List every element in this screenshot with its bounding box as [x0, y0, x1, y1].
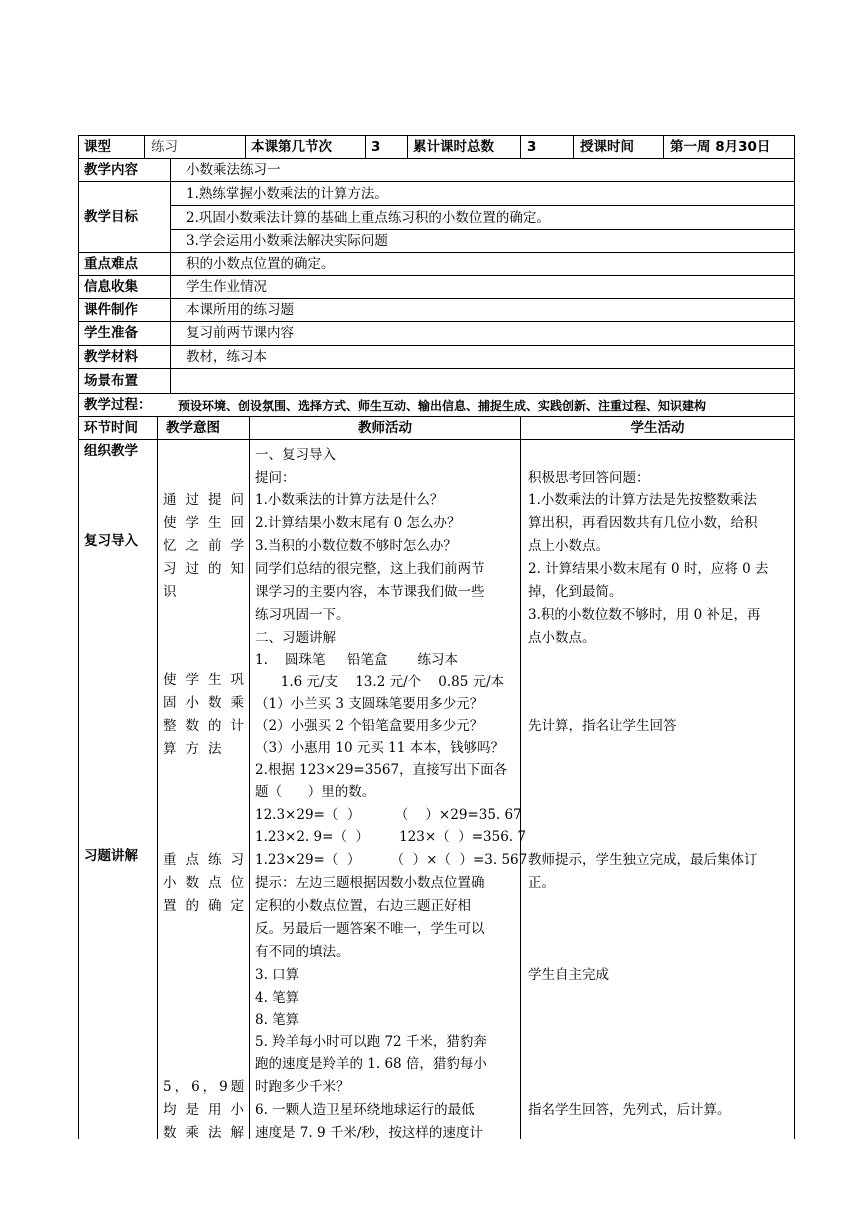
col-student-activity: 学生活动 — [630, 420, 685, 436]
key-points-label: 重点难点 — [84, 256, 138, 272]
teacher-line: 1.23×29=（ ） （ ）×（ ）=3. 567 — [255, 852, 528, 868]
teacher-line: 1.6 元/支 13.2 元/个 0.85 元/本 — [255, 674, 505, 690]
teacher-line: 1.小数乘法的计算方法是什么？ — [255, 492, 444, 508]
teacher-line: 速度是 7. 9 千米/秒，按这样的速度计 — [255, 1125, 483, 1141]
material-label: 教学材料 — [84, 349, 138, 365]
material-value: 教材，练习本 — [186, 349, 267, 365]
teacher-line: 一、复习导入 — [255, 447, 336, 463]
total-hours-label: 累计课时总数 — [413, 139, 494, 155]
teacher-line: 反。另最后一题答案不唯一，学生可以 — [255, 921, 485, 937]
intent-line: 5，6，9题 — [163, 1079, 248, 1095]
content-label: 教学内容 — [84, 162, 138, 178]
scene-label: 场景布置 — [84, 373, 138, 389]
intent-line: 均是用小 — [163, 1102, 253, 1118]
teacher-line: 6. 一颗人造卫星环绕地球运行的最低 — [255, 1102, 475, 1118]
teacher-line: 二、习题讲解 — [255, 630, 336, 646]
col-stage-time: 环节时间 — [84, 420, 138, 436]
lesson-type-label: 课型 — [84, 139, 111, 155]
intent-line: 算方法 — [163, 741, 231, 757]
student-line: 积极思考回答问题： — [528, 470, 650, 486]
teacher-line: （1）小兰买 3 支圆珠笔要用多少元？ — [255, 696, 484, 712]
lesson-number-label: 本课第几节次 — [251, 139, 332, 155]
intent-line: 重点练习 — [163, 852, 253, 868]
col-teacher-activity: 教师活动 — [358, 420, 412, 436]
teacher-line: 12.3×29=（ ） （ ）×29=35. 67 — [255, 807, 522, 823]
key-points-value: 积的小数点位置的确定。 — [186, 256, 335, 272]
col-intent: 教学意图 — [166, 420, 220, 436]
process-label: 教学过程： — [84, 397, 152, 413]
courseware-label: 课件制作 — [84, 302, 138, 318]
teacher-line: 1. 圆珠笔 铅笔盒 练习本 — [255, 652, 459, 668]
student-line: 正。 — [528, 875, 555, 891]
teacher-line: 3. 口算 — [255, 967, 300, 983]
student-line: 2. 计算结果小数末尾有 0 时，应将 0 去 — [528, 561, 769, 577]
total-hours-value: 3 — [527, 139, 537, 155]
lesson-number-value: 3 — [371, 139, 381, 155]
lesson-type-value: 练习 — [151, 139, 178, 155]
teaching-time-label: 授课时间 — [580, 139, 634, 155]
content-value: 小数乘法练习一 — [186, 162, 281, 178]
teacher-line: 跑的速度是羚羊的 1. 68 倍，猎豹每小 — [255, 1056, 487, 1072]
teacher-line: （3）小惠用 10 元买 11 本本，钱够吗？ — [255, 740, 505, 756]
goal-label: 教学目标 — [84, 209, 138, 225]
teacher-line: 提问： — [255, 470, 296, 486]
goal-item: 3.学会运用小数乘法解决实际问题 — [186, 233, 388, 249]
teacher-line: 题（ ）里的数。 — [255, 784, 376, 800]
teacher-line: 定积的小数点位置，右边三题正好相 — [255, 898, 471, 914]
teacher-line: 8. 笔算 — [255, 1012, 300, 1028]
teacher-line: 有不同的填法。 — [255, 944, 350, 960]
intent-line: 小数点位 — [163, 875, 253, 891]
intent-line: 数乘法解 — [163, 1125, 253, 1141]
teacher-line: 课学习的主要内容，本节课我们做一些 — [255, 584, 485, 600]
stage-organize: 组织教学 — [84, 443, 138, 459]
student-line: 指名学生回答，先列式，后计算。 — [528, 1102, 731, 1118]
teacher-line: 2.根据 123×29=3567，直接写出下面各 — [255, 762, 508, 778]
student-line: 先计算，指名让学生回答 — [528, 718, 677, 734]
teacher-line: 同学们总结的很完整，这上我们前两节 — [255, 561, 485, 577]
student-prep-label: 学生准备 — [84, 325, 138, 341]
intent-line: 使学生巩 — [163, 672, 253, 688]
intent-line: 置的确定 — [163, 898, 253, 914]
student-line: 掉，化到最简。 — [528, 584, 623, 600]
intent-line: 通过提问 — [163, 492, 253, 508]
teacher-line: 4. 笔算 — [255, 990, 300, 1006]
intent-line: 整数的计 — [163, 718, 253, 734]
intent-line: 固小数乘 — [163, 695, 253, 711]
student-line: 点上小数点。 — [528, 538, 609, 554]
teacher-line: 3.当积的小数位数不够时怎么办？ — [255, 538, 457, 554]
courseware-value: 本课所用的练习题 — [186, 302, 294, 318]
teacher-line: （2）小强买 2 个铅笔盒要用多少元？ — [255, 718, 484, 734]
goal-item: 1.熟练掌握小数乘法的计算方法。 — [186, 186, 388, 202]
teacher-line: 1.23×2. 9=（ ） 123×（ ）=356. 7 — [255, 829, 526, 845]
info-collection-value: 学生作业情况 — [186, 279, 267, 295]
teacher-line: 练习巩固一下。 — [255, 607, 350, 623]
stage-review: 复习导入 — [84, 533, 138, 549]
intent-line: 使学生回 — [163, 515, 253, 531]
student-line: 学生自主完成 — [528, 967, 609, 983]
intent-line: 习过的知 — [163, 561, 253, 577]
student-line: 教师提示，学生独立完成，最后集体订 — [528, 852, 758, 868]
student-line: 算出积，再看因数共有几位小数，给积 — [528, 515, 758, 531]
stage-exercise: 习题讲解 — [84, 848, 138, 864]
student-prep-value: 复习前两节课内容 — [186, 325, 294, 341]
teacher-line: 2.计算结果小数末尾有 0 怎么办？ — [255, 515, 461, 531]
teacher-line: 提示：左边三题根据因数小数点位置确 — [255, 875, 485, 891]
student-line: 3.积的小数位数不够时，用 0 补足，再 — [528, 607, 761, 623]
teaching-time-value: 第一周 8月30日 — [670, 139, 771, 155]
process-text: 预设环境、创设氛围、选择方式、师生互动、输出信息、捕捉生成、实践创新、注重过程、知识建构 — [178, 399, 707, 413]
intent-line: 识 — [163, 584, 186, 600]
intent-line: 忆之前学 — [163, 538, 253, 554]
info-collection-label: 信息收集 — [84, 279, 138, 295]
goal-item: 2.巩固小数乘法计算的基础上重点练习积的小数位置的确定。 — [186, 210, 550, 226]
student-line: 点小数点。 — [528, 630, 596, 646]
teacher-line: 5. 羚羊每小时可以跑 72 千米，猎豹奔 — [255, 1034, 487, 1050]
teacher-line: 时跑多少千米？ — [255, 1079, 350, 1095]
student-line: 1.小数乘法的计算方法是先按整数乘法 — [528, 492, 757, 508]
